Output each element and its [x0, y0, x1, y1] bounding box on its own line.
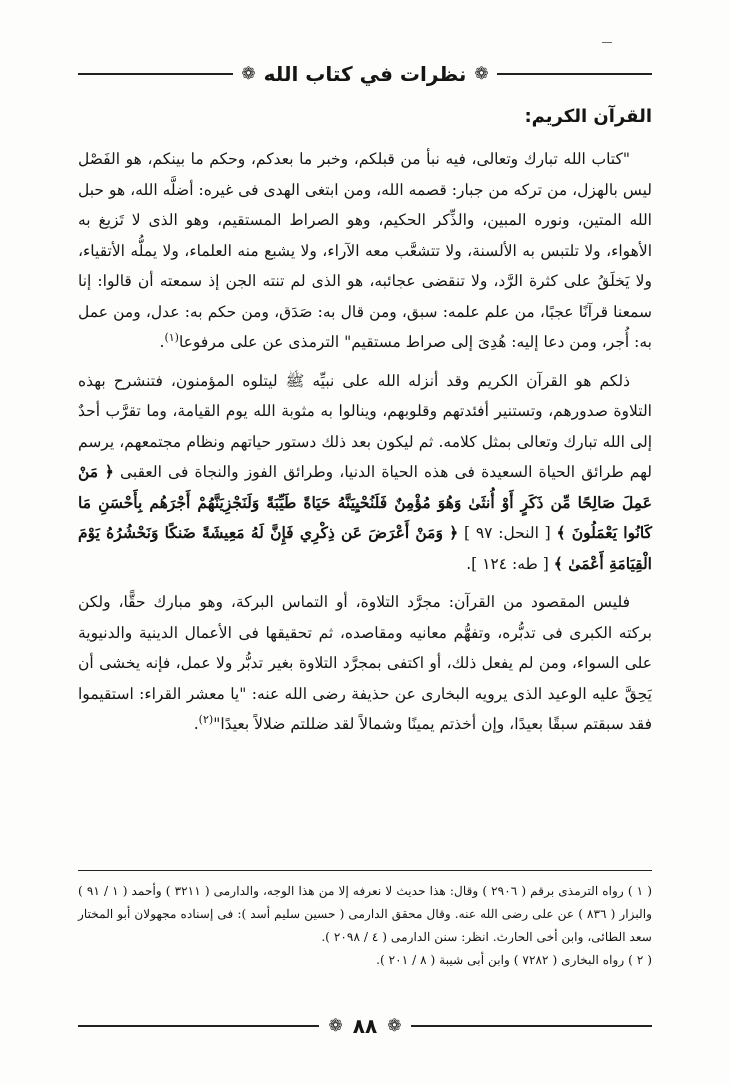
page-footer — [78, 1010, 652, 1042]
hadith-paragraph — [78, 144, 652, 358]
footnote-1: ( ١ ) رواه الترمذى برقم ( ٢٩٠٦ ) وقال: هذا حديث لا نعرفه إلا من هذا الوجه، والدارمى ( ٣٢١١ ) وأحمد ( ١ / ٩١ ) والبزار ( ٨٣٦ ) عن على رضى الله عنه. وقال محقق الدارمى ( حسين سليم أسد ): فى إسناده مجهولان أبو المختار سعد الطائى، وابن أخى الحارث. انظر: سنن الدارمى ( ٤ / ٢٠٩٨ ). — [78, 884, 653, 944]
flower-ornament-icon: ❁ — [328, 1015, 343, 1036]
footer-rule-right — [411, 1025, 652, 1027]
scan-mark — [602, 42, 612, 43]
quran-verse: ﴿ مَنْ عَمِلَ صَالِحًا مِّن ذَكَرٍ أَوْ أُنثَىٰ وَهُوَ مُؤْمِنٌ فَلَنُحْيِيَنَّهُ حَيَاةً طَيِّبَةً وَلَنَجْزِيَنَّهُمْ أَجْرَهُم بِأَحْسَنِ مَا كَانُوا يَعْمَلُونَ ﴾ — [78, 462, 652, 542]
main-text — [78, 100, 652, 740]
running-header-title: نظرات في كتاب الله — [263, 62, 467, 86]
header-rule-left — [78, 73, 233, 75]
footnote-marker-2[interactable]: (٢) — [198, 712, 214, 726]
running-header — [78, 56, 652, 92]
hadith-text: "كتاب الله تبارك وتعالى، فيه نبأ من قبلكم، وخبر ما بعدكم، وحكم ما بينكم، هو الفَصْل ليس بالهزل، من تركه من جبار: قصمه الله، ومن ابتغى الهدى فى غيره: أضلَّه الله، هو حبل الله المتين، ونوره المبين، والذِّكر الحكيم، وهو الصراط المستقيم، وهو الذى لا تَزيغ به الأهواء، ولا تلتبس به الألسنة، ولا تتشعَّب معه الآراء، ولا يشبع منه العلماء، ولا يملُّه الأتقياء، ولا يَخلَقُ على كثرة الرَّد، ولا تنقضى عجائبه، هو الذى لم تنته الجن إذ سمعته أن قالوا: إنا سمعنا قرآنًا عجبًا، من علم علمه: سبق، ومن قال به: صَدَق، ومن حكم به: عدل، ومن عمل به: أُجر، ومن دعا إليه: هُدِىَ إلى صراط مستقيم" الترمذى عن على مرفوعا — [78, 150, 652, 351]
section-heading: القرآن الكريم: — [524, 106, 652, 127]
flower-ornament-icon: ❁ — [387, 1015, 402, 1036]
footnote-marker-1[interactable]: (١) — [164, 330, 179, 344]
paragraph-end: . — [159, 333, 165, 351]
footer-rule-left — [78, 1025, 319, 1027]
header-rule-right — [497, 73, 652, 75]
flower-ornament-icon: ❁ — [474, 63, 489, 84]
verse-reference: [ طه: ١٢٤ ]. — [466, 554, 549, 573]
quran-verse: ﴿ وَمَنْ أَعْرَضَ عَن ذِكْرِي فَإِنَّ لَهُ مَعِيشَةً ضَنكًا وَنَحْشُرُهُ يَوْمَ الْقِيَامَةِ أَعْمَىٰ ﴾ — [78, 523, 652, 573]
quran-paragraph — [78, 366, 652, 580]
verse-reference: [ النحل: ٩٧ ] — [464, 524, 551, 542]
page-number: ٨٨ — [352, 1014, 378, 1038]
footnote-2: ( ٢ ) رواه البخارى ( ٧٢٨٢ ) وابن أبى شيبة ( ٨ / ٢٠١ ). — [376, 953, 652, 967]
flower-ornament-icon: ❁ — [241, 63, 256, 84]
paragraph-text: فليس المقصود من القرآن: مجرَّد التلاوة، أو التماس البركة، وهو مبارك حقًّا، ولكن بركته الكبرى فى تدبُّره، وتفهُّم معانيه ومقاصده، ثم تحقيقها فى الأعمال الدينية والدنيوية على السواء، ومن لم يفعل ذلك، أو اكتفى بمجرَّد التلاوة بغير تدبُّر ولا عمل، فإنه يخشى أن يَحِقَّ عليه الوعيد الذى يرويه البخارى عن حذيفة رضى الله عنه: "يا معشر القراء: استقيموا فقد سبقتم سبقًا بعيدًا، وإن أخذتم يمينًا وشمالاً لقد ضللتم ضلالاً بعيدًا" — [78, 593, 652, 733]
footnotes — [78, 880, 652, 972]
reflection-paragraph — [78, 587, 652, 740]
paragraph-end: . — [193, 715, 199, 733]
paragraph-text: ذلكم هو القرآن الكريم وقد أنزله الله على نبيِّه ﷺ ليتلوه المؤمنون، فتنشرح بهذه التلاوة صدورهم، وتستنير أفئدتهم وقلوبهم، وينالوا به مثوبة الله يوم القيامة، وما تقرَّب أحدٌ إلى الله تبارك وتعالى بمثل كلامه. ثم ليكون بعد ذلك دستور حياتهم ونظام مجتمعهم، يرسم لهم طرائق الحياة السعيدة فى هذه الحياة الدنيا، وطرائق الفوز والنجاة فى العقبى — [78, 371, 652, 481]
footnote-divider — [78, 870, 652, 871]
